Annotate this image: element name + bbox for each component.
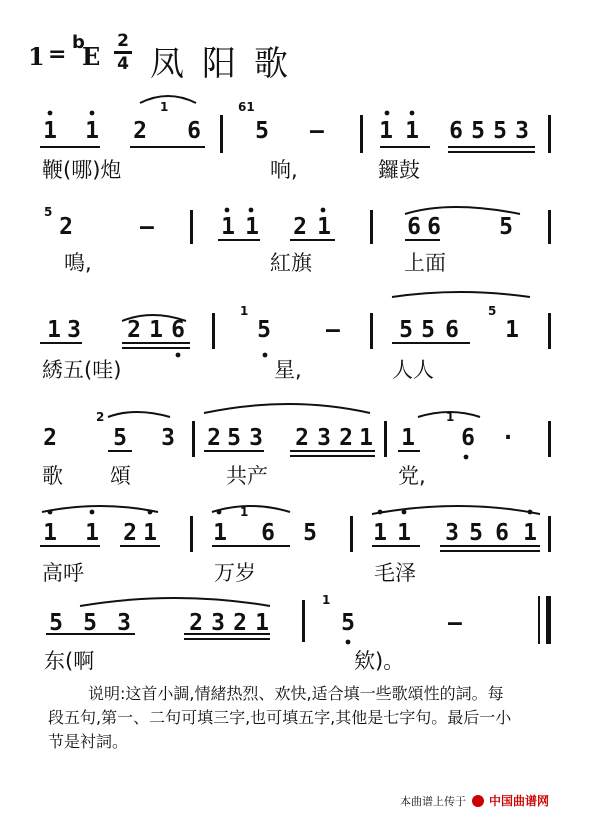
note: 2 bbox=[123, 520, 137, 546]
score-line-4 bbox=[0, 405, 592, 495]
key-note: E bbox=[82, 42, 101, 71]
note: 1 bbox=[505, 317, 519, 343]
note: 5 bbox=[471, 118, 485, 144]
barline bbox=[192, 421, 195, 457]
note: 2 bbox=[207, 425, 221, 451]
barline bbox=[212, 313, 215, 349]
grace-note: 1 bbox=[240, 505, 249, 519]
note: 2 bbox=[295, 425, 309, 451]
lyric: 人人 bbox=[392, 358, 434, 382]
note: 1 bbox=[255, 610, 269, 636]
grace-note: 1 bbox=[446, 410, 455, 424]
note: 2 bbox=[293, 214, 307, 240]
lyric: 頌 bbox=[110, 464, 131, 488]
note: 2 bbox=[233, 610, 247, 636]
note: 1 bbox=[405, 118, 419, 144]
note: 2 bbox=[339, 425, 353, 451]
lyric: 响, bbox=[270, 158, 298, 182]
final-barline-thin bbox=[538, 596, 540, 644]
lyric: 党, bbox=[398, 464, 426, 488]
score-line-6 bbox=[0, 590, 592, 680]
note: 1 bbox=[523, 520, 537, 546]
note: 5 bbox=[469, 520, 483, 546]
note: 2 bbox=[189, 610, 203, 636]
note: 3 bbox=[161, 425, 175, 451]
note: 3 bbox=[445, 520, 459, 546]
score-line-2 bbox=[0, 200, 592, 290]
grace-note: 61 bbox=[238, 100, 255, 114]
explanation-text: 说明:这首小調,情緒热烈、欢快,适合填一些歌頌性的詞。每段五句,第一、二句可填三字,也可填五字,其他是七字句。最后一小节是衬詞。 bbox=[48, 684, 512, 751]
uploaded-label: 本曲谱上传于 bbox=[400, 795, 466, 808]
note: 1 bbox=[359, 425, 373, 451]
note: 3 bbox=[117, 610, 131, 636]
key-one: 1 bbox=[28, 42, 45, 71]
barline bbox=[220, 115, 223, 153]
barline bbox=[548, 313, 551, 349]
note: 5 bbox=[499, 214, 513, 240]
score-line-1 bbox=[0, 95, 592, 185]
barline bbox=[384, 421, 387, 457]
barline bbox=[548, 210, 551, 244]
note: 2 bbox=[127, 317, 141, 343]
song-title: 凤阳歌 bbox=[150, 44, 306, 84]
lyric: 星, bbox=[274, 358, 302, 382]
lyric: 綉五(哇) bbox=[42, 358, 122, 382]
barline bbox=[190, 516, 193, 552]
barline bbox=[190, 210, 193, 244]
lyric: 上面 bbox=[404, 251, 446, 275]
note: 6 bbox=[495, 520, 509, 546]
note: 5 bbox=[113, 425, 127, 451]
barline bbox=[370, 210, 373, 244]
lyric: 东(啊 bbox=[44, 649, 95, 673]
sustain-dash: — bbox=[310, 118, 324, 144]
grace-note: 5 bbox=[44, 205, 53, 219]
lyric: 欸)。 bbox=[354, 649, 405, 673]
score-line-5 bbox=[0, 500, 592, 590]
key-equals: = bbox=[48, 42, 67, 67]
note: 6 bbox=[261, 520, 275, 546]
note: 1 bbox=[43, 520, 57, 546]
site-brand: 中国曲谱网 bbox=[489, 794, 550, 808]
grace-note: 1 bbox=[322, 593, 331, 607]
sustain-dash: — bbox=[140, 214, 154, 240]
note: 5 bbox=[493, 118, 507, 144]
note: · bbox=[501, 425, 515, 451]
final-barline-thick bbox=[546, 596, 551, 644]
barline bbox=[370, 313, 373, 349]
note: 1 bbox=[85, 520, 99, 546]
grace-note: 2 bbox=[96, 410, 105, 424]
note: 1 bbox=[397, 520, 411, 546]
note: 5 bbox=[341, 610, 355, 636]
note: 6 bbox=[407, 214, 421, 240]
note: 5 bbox=[83, 610, 97, 636]
note: 5 bbox=[421, 317, 435, 343]
lyric: 鞭(哪)炮 bbox=[42, 158, 122, 182]
note: 1 bbox=[317, 214, 331, 240]
note: 5 bbox=[303, 520, 317, 546]
time-top: 2 bbox=[117, 31, 129, 51]
key-signature-header bbox=[28, 30, 428, 84]
note: 1 bbox=[149, 317, 163, 343]
note: 5 bbox=[399, 317, 413, 343]
note: 1 bbox=[85, 118, 99, 144]
note: 6 bbox=[427, 214, 441, 240]
lyric: 共产 bbox=[226, 464, 268, 488]
note: 6 bbox=[187, 118, 201, 144]
barline bbox=[302, 600, 305, 642]
note: 1 bbox=[221, 214, 235, 240]
note: 2 bbox=[133, 118, 147, 144]
lyric: 紅旗 bbox=[270, 251, 312, 275]
note: 5 bbox=[255, 118, 269, 144]
note: 1 bbox=[143, 520, 157, 546]
time-signature bbox=[114, 32, 132, 73]
note: 3 bbox=[211, 610, 225, 636]
barline bbox=[350, 516, 353, 552]
note: 5 bbox=[227, 425, 241, 451]
barline bbox=[548, 421, 551, 457]
lyric: 歌 bbox=[42, 464, 63, 488]
note: 6 bbox=[171, 317, 185, 343]
note: 3 bbox=[249, 425, 263, 451]
note: 6 bbox=[461, 425, 475, 451]
lyric: 高呼 bbox=[42, 561, 84, 585]
note: 3 bbox=[67, 317, 81, 343]
lyric: 鑼鼓 bbox=[378, 158, 420, 182]
grace-note: 1 bbox=[240, 304, 249, 318]
note: 3 bbox=[515, 118, 529, 144]
grace-note: 5 bbox=[488, 304, 497, 318]
sustain-dash: — bbox=[326, 317, 340, 343]
note: 2 bbox=[43, 425, 57, 451]
note: 1 bbox=[401, 425, 415, 451]
note: 1 bbox=[47, 317, 61, 343]
note: 5 bbox=[257, 317, 271, 343]
note: 1 bbox=[213, 520, 227, 546]
barline bbox=[548, 516, 551, 552]
note: 6 bbox=[449, 118, 463, 144]
note: 1 bbox=[373, 520, 387, 546]
lyric: 万岁 bbox=[214, 561, 256, 585]
barline bbox=[360, 115, 363, 153]
note: 2 bbox=[59, 214, 73, 240]
site-logo-icon bbox=[472, 795, 484, 807]
lyric: 毛泽 bbox=[374, 561, 416, 585]
source-watermark bbox=[400, 792, 549, 809]
note: 6 bbox=[445, 317, 459, 343]
lyric: 鳴, bbox=[64, 251, 92, 275]
score-line-3 bbox=[0, 295, 592, 385]
sustain-dash: — bbox=[448, 610, 462, 636]
barline bbox=[548, 115, 551, 153]
note: 3 bbox=[317, 425, 331, 451]
note: 5 bbox=[49, 610, 63, 636]
note: 1 bbox=[43, 118, 57, 144]
flat-sign: b bbox=[72, 32, 85, 53]
note: 1 bbox=[245, 214, 259, 240]
grace-note: 1 bbox=[160, 100, 169, 114]
note: 1 bbox=[379, 118, 393, 144]
time-bottom: 4 bbox=[117, 54, 129, 74]
